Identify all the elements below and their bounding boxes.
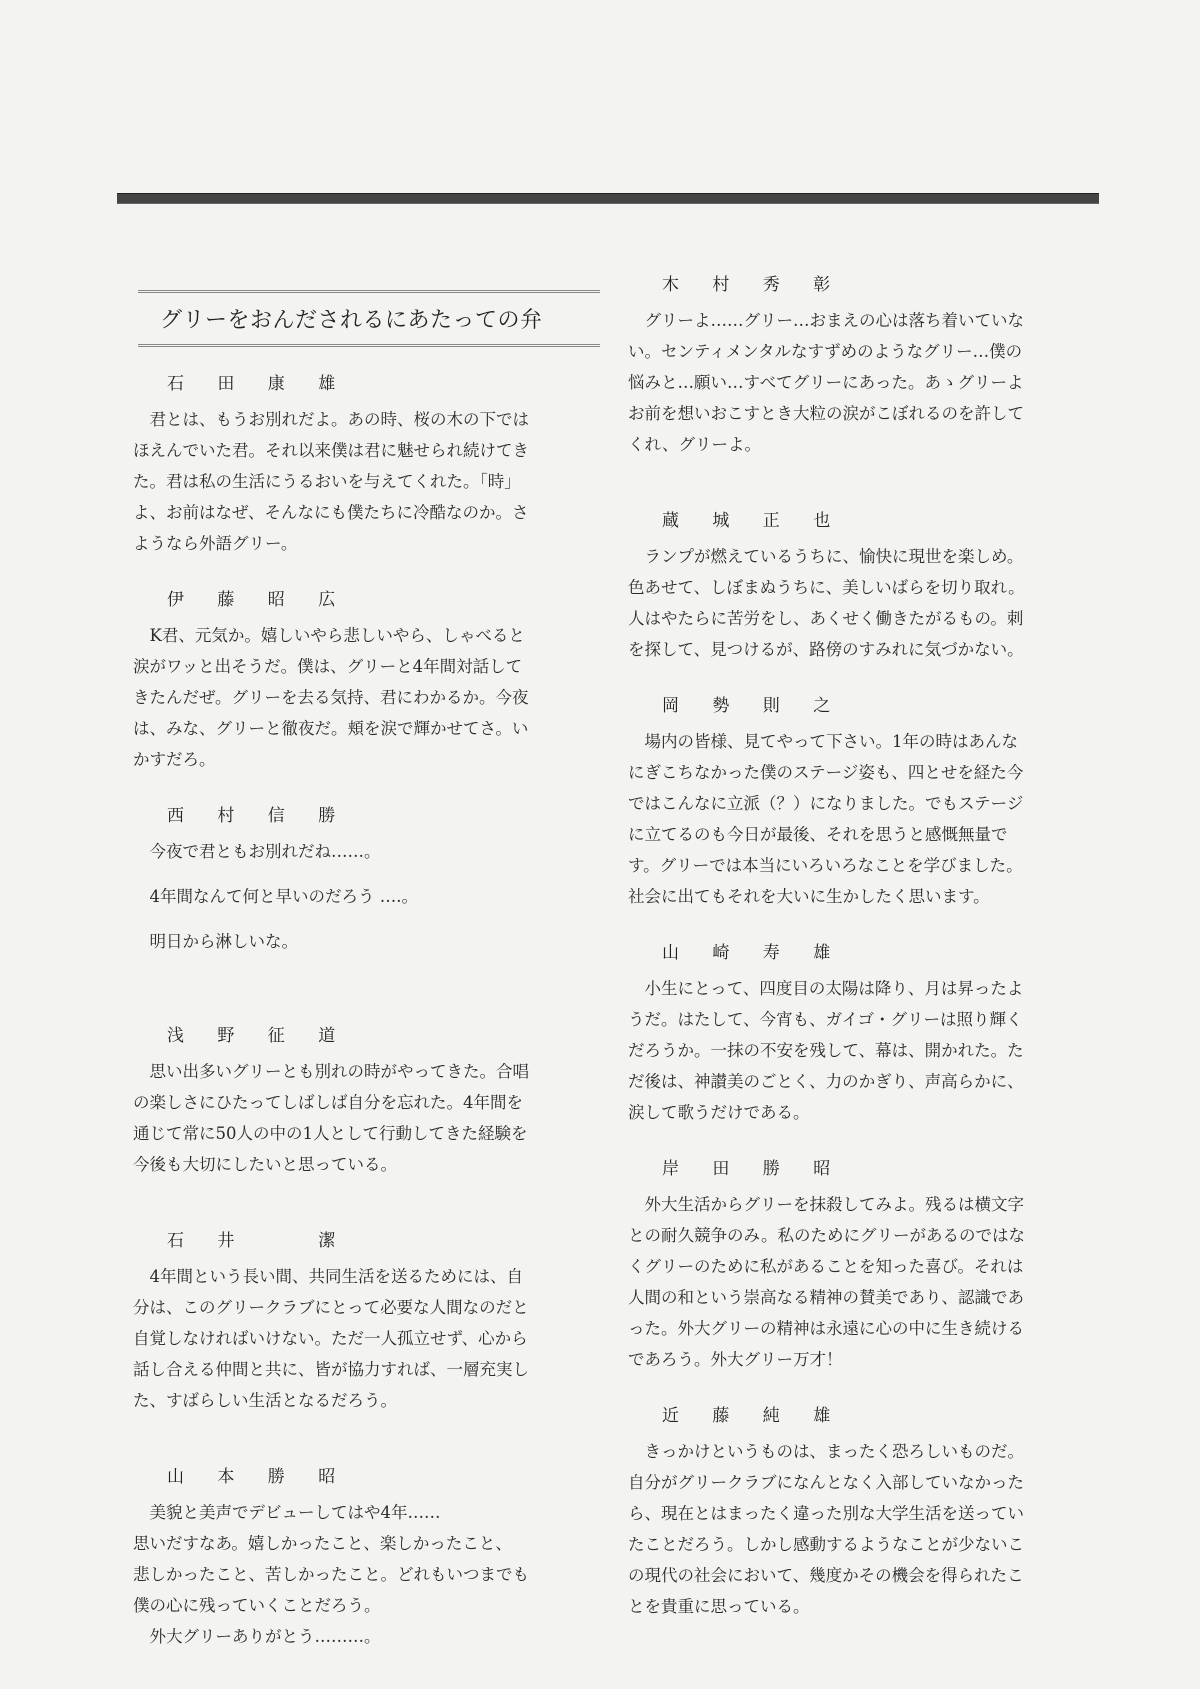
- text-line: ほえんでいた君。それ以来僕は君に魅せられ続けてき: [133, 441, 529, 460]
- text-line: 外大グリーありがとう………。: [133, 1627, 381, 1646]
- text-line: K君、元気か。嬉しいやら悲しいやら、しゃべると: [133, 626, 525, 645]
- text-line: 4年間という長い間、共同生活を送るためには、自: [133, 1267, 523, 1286]
- text-line: 人はやたらに苦労をし、あくせく働きたがるもの。刺: [628, 609, 1024, 628]
- entry-text: [628, 1189, 1088, 1375]
- text-line: ではこんなに立派（？）になりました。でもステージ: [628, 794, 1024, 813]
- entry-text: [133, 1261, 588, 1416]
- text-line: グリーよ……グリー…おまえの心は落ち着いていな: [628, 311, 1024, 330]
- text-line: 悩みと…願い…すべてグリーにあった。あゝグリーよ: [628, 373, 1024, 392]
- contributor-name: 伊 藤 昭 広: [167, 590, 350, 610]
- text-line: た、すばらしい生活となるだろう。: [133, 1391, 397, 1410]
- contributor-name: 木 村 秀 彰: [662, 275, 845, 295]
- right-entries: [628, 270, 1088, 1622]
- contributor-entry: [133, 369, 588, 559]
- contributor-name: 岡 勢 則 之: [662, 696, 845, 716]
- entry-text: [133, 836, 588, 957]
- text-line: かすだろ。: [133, 750, 216, 769]
- contributor-entry: [628, 691, 1088, 912]
- contributor-name: 石 井 潔: [167, 1231, 350, 1251]
- text-line: 人間の和という崇高なる精神の賛美であり、認識であ: [628, 1288, 1024, 1307]
- top-rule: [117, 193, 1099, 204]
- text-line: お前を想いおこすとき大粒の涙がこぼれるのを許して: [628, 404, 1024, 423]
- text-line: うだ。はたして、今宵も、ガイゴ・グリーは照り輝く: [628, 1010, 1023, 1029]
- text-line: 自分がグリークラブになんとなく入部していなかった: [628, 1473, 1024, 1492]
- entry-text: [628, 305, 1088, 460]
- text-line: ようなら外語グリー。: [133, 534, 298, 553]
- text-line: [133, 867, 588, 881]
- contributor-entry: [133, 801, 588, 957]
- text-line: きっかけというものは、まったく恐ろしいものだ。: [628, 1442, 1024, 1461]
- contributor-name: 山 本 勝 昭: [167, 1467, 350, 1487]
- entry-text: [628, 541, 1088, 665]
- text-line: たことだろう。しかし感動するようなことが少ないこ: [628, 1535, 1024, 1554]
- text-line: 涙がワッと出そうだ。僕は、グリーと4年間対話して: [133, 657, 523, 676]
- contributor-entry: [133, 1462, 588, 1652]
- entry-text: [133, 1056, 588, 1180]
- text-line: 分は、このグリークラブにとって必要な人間なのだと: [133, 1298, 529, 1317]
- entry-text: [133, 1497, 588, 1652]
- text-line: 悲しかったこと、苦しかったこと。どれもいつまでも: [133, 1565, 529, 1584]
- text-line: 場内の皆様、見てやって下さい。1年の時はあんな: [628, 732, 1018, 751]
- entry-text: [628, 973, 1088, 1128]
- text-line: 話し合える仲間と共に、皆が協力すれば、一層充実し: [133, 1360, 529, 1379]
- contributor-entry: [628, 506, 1088, 665]
- contributor-name: 岸 田 勝 昭: [662, 1159, 845, 1179]
- left-column: [133, 270, 588, 1678]
- left-entries: [133, 369, 588, 1652]
- text-line: 僕の心に残っていくことだろう。: [133, 1596, 381, 1615]
- text-line: い。センティメンタルなすずめのようなグリー…僕の: [628, 342, 1023, 361]
- text-line: きたんだぜ。グリーを去る気持、君にわかるか。今夜: [133, 688, 529, 707]
- text-line: [133, 912, 588, 926]
- text-line: す。グリーでは本当にいろいろなことを学びました。: [628, 856, 1023, 875]
- contributor-name: 近 藤 純 雄: [662, 1406, 845, 1426]
- text-line: 思いだすなあ。嬉しかったこと、楽しかったこと、: [133, 1534, 512, 1553]
- text-line: た。君は私の生活にうるおいを与えてくれた。「時」: [133, 472, 521, 491]
- text-line: 君とは、もうお別れだよ。あの時、桜の木の下では: [133, 410, 529, 429]
- contributor-entry: [133, 1021, 588, 1180]
- page-title: グリーをおんだされるにあたっての弁: [160, 308, 543, 333]
- contributor-name: 西 村 信 勝: [167, 806, 350, 826]
- text-line: 小生にとって、四度目の太陽は降り、月は昇ったよ: [628, 979, 1024, 998]
- text-line: 色あせて、しぼまぬうちに、美しいばらを切り取れ。: [628, 578, 1025, 597]
- contributor-entry: [133, 1226, 588, 1416]
- title-box: [138, 290, 600, 347]
- text-line: 涙して歌うだけである。: [628, 1103, 810, 1122]
- text-line: 外大生活からグリーを抹殺してみよ。残るは横文字: [628, 1195, 1024, 1214]
- text-line: 自覚しなければいけない。ただ一人孤立せず、心から: [133, 1329, 528, 1348]
- entry-text: [628, 1436, 1088, 1622]
- contributor-entry: [628, 270, 1088, 460]
- text-line: に立てるのも今日が最後、それを思うと感慨無量で: [628, 825, 1008, 844]
- contributor-name: 蔵 城 正 也: [662, 511, 845, 531]
- text-line: を探して、見つけるが、路傍のすみれに気づかない。: [628, 640, 1024, 659]
- text-line: の楽しさにひたってしばしば自分を忘れた。4年間を: [133, 1093, 523, 1112]
- text-line: 4年間なんて何と早いのだろう ….。: [133, 887, 418, 906]
- entry-text: [628, 726, 1088, 912]
- text-line: だ後は、神讃美のごとく、力のかぎり、声高らかに、: [628, 1072, 1024, 1091]
- text-line: は、みな、グリーと徹夜だ。頬を涙で輝かせてさ。い: [133, 719, 529, 738]
- text-line: 今後も大切にしたいと思っている。: [133, 1155, 397, 1174]
- text-line: とを貴重に思っている。: [628, 1597, 810, 1616]
- text-line: だろうか。一抹の不安を残して、幕は、開かれた。た: [628, 1041, 1024, 1060]
- contributor-entry: [133, 585, 588, 775]
- text-line: との耐久競争のみ。私のためにグリーがあるのではな: [628, 1226, 1025, 1245]
- text-line: 美貌と美声でデビューしてはや4年……: [133, 1503, 441, 1522]
- text-line: 明日から淋しいな。: [133, 932, 298, 951]
- text-line: くれ、グリーよ。: [628, 435, 761, 454]
- text-line: った。外大グリーの精神は永遠に心の中に生き続ける: [628, 1319, 1024, 1338]
- contributor-entry: [628, 1154, 1088, 1375]
- text-line: 社会に出てもそれを大いに生かしたく思います。: [628, 887, 990, 906]
- text-line: 思い出多いグリーとも別れの時がやってきた。合唱: [133, 1062, 529, 1081]
- right-column: [628, 270, 1088, 1648]
- text-line: よ、お前はなぜ、そんなにも僕たちに冷酷なのか。さ: [133, 503, 529, 522]
- contributor-entry: [628, 1401, 1088, 1622]
- text-line: 今夜で君ともお別れだね……。: [133, 842, 381, 861]
- text-line: くグリーのために私があることを知った喜び。それは: [628, 1257, 1024, 1276]
- contributor-name: 山 崎 寿 雄: [662, 943, 845, 963]
- text-line: であろう。外大グリー万才！: [628, 1350, 843, 1369]
- contributor-entry: [628, 938, 1088, 1128]
- contributor-name: 石 田 康 雄: [167, 374, 350, 394]
- text-line: ランプが燃えているうちに、愉快に現世を楽しめ。: [628, 547, 1024, 566]
- text-line: ら、現在とはまったく違った別な大学生活を送ってい: [628, 1504, 1024, 1523]
- entry-text: [133, 404, 588, 559]
- text-line: 通じて常に50人の中の1人として行動してきた経験を: [133, 1124, 528, 1143]
- contributor-name: 浅 野 征 道: [167, 1026, 350, 1046]
- text-line: の現代の社会において、幾度かその機会を得られたこ: [628, 1566, 1024, 1585]
- entry-text: [133, 620, 588, 775]
- text-line: にぎこちなかった僕のステージ姿も、四とせを経た今: [628, 763, 1024, 782]
